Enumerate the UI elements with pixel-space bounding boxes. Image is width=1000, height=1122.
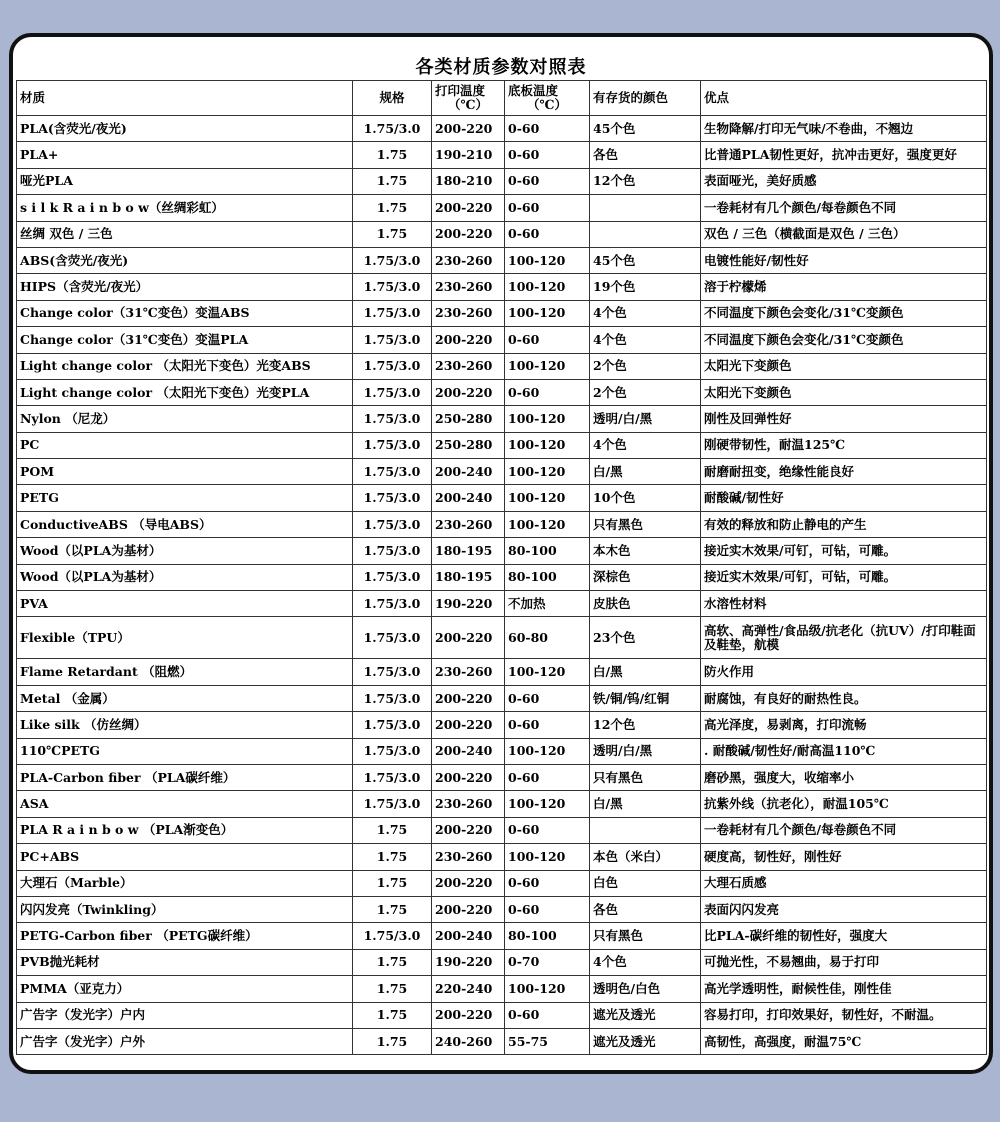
cell-colors: 白/黑 [590,659,701,685]
cell-spec: 1.75/3.0 [353,617,432,659]
cell-spec: 1.75/3.0 [353,712,432,738]
cell-spec: 1.75/3.0 [353,538,432,564]
cell-spec: 1.75/3.0 [353,659,432,685]
table-row [17,221,987,247]
table-row [17,896,987,922]
cell-colors: 本木色 [590,538,701,564]
cell-material: POM [17,459,353,485]
cell-advantages: 不同温度下颜色会变化/31℃变颜色 [701,327,987,353]
cell-material: 110℃PETG [17,738,353,764]
cell-spec: 1.75/3.0 [353,327,432,353]
table-row [17,1002,987,1028]
cell-advantages: 容易打印，打印效果好，韧性好，不耐温。 [701,1002,987,1028]
cell-material: Light change color （太阳光下变色）光变PLA [17,379,353,405]
cell-spec: 1.75/3.0 [353,738,432,764]
cell-advantages: 比普通PLA韧性更好，抗冲击更好，强度更好 [701,142,987,168]
cell-advantages: 刚性及回弹性好 [701,406,987,432]
header-print-temp-unit: （℃） [448,97,488,112]
table-row [17,538,987,564]
table-row [17,817,987,843]
header-colors: 有存货的颜色 [590,81,701,116]
cell-print-temp: 200-220 [432,896,505,922]
cell-material: PETG-Carbon fiber （PETG碳纤维） [17,923,353,949]
cell-spec: 1.75/3.0 [353,116,432,142]
material-parameter-table [16,80,987,1055]
cell-spec: 1.75/3.0 [353,247,432,273]
cell-bed-temp: 100-120 [505,791,590,817]
header-spec: 规格 [353,81,432,116]
table-row [17,712,987,738]
cell-bed-temp: 0-60 [505,896,590,922]
cell-bed-temp: 0-60 [505,712,590,738]
cell-colors: 皮肤色 [590,591,701,617]
cell-colors: 4个色 [590,327,701,353]
header-bed-temp [505,81,590,116]
cell-material: PVB抛光耗材 [17,949,353,975]
cell-bed-temp: 0-60 [505,142,590,168]
cell-spec: 1.75 [353,817,432,843]
cell-print-temp: 180-195 [432,538,505,564]
cell-print-temp: 200-240 [432,459,505,485]
document-card [9,33,993,1074]
cell-advantages: 耐磨耐扭变，绝缘性能良好 [701,459,987,485]
cell-print-temp: 230-260 [432,247,505,273]
cell-colors: 白/黑 [590,791,701,817]
cell-colors: 只有黑色 [590,511,701,537]
cell-print-temp: 190-210 [432,142,505,168]
cell-advantages: 接近实木效果/可钉，可钻，可雕。 [701,564,987,590]
cell-colors: 遮光及透光 [590,1002,701,1028]
cell-material: PLA+ [17,142,353,168]
cell-colors: 白/黑 [590,459,701,485]
cell-colors: 45个色 [590,116,701,142]
cell-advantages: 防火作用 [701,659,987,685]
cell-colors: 各色 [590,896,701,922]
cell-material: PC [17,432,353,458]
cell-colors: 透明/白/黑 [590,406,701,432]
cell-spec: 1.75 [353,195,432,221]
cell-colors: 12个色 [590,168,701,194]
cell-material: HIPS（含荧光/夜光） [17,274,353,300]
table-row [17,406,987,432]
cell-colors: 只有黑色 [590,764,701,790]
table-row [17,327,987,353]
cell-bed-temp: 100-120 [505,353,590,379]
cell-bed-temp: 100-120 [505,738,590,764]
header-bed-temp-unit: （℃） [527,97,567,112]
cell-bed-temp: 80-100 [505,564,590,590]
cell-bed-temp: 100-120 [505,459,590,485]
cell-print-temp: 240-260 [432,1028,505,1054]
cell-material: Wood（以PLA为基材） [17,538,353,564]
header-bed-temp-label: 底板温度 [508,83,559,98]
table-title: 各类材质参数对照表 [415,57,587,78]
cell-advantages: . 耐酸碱/韧性好/耐高温110℃ [701,738,987,764]
table-row [17,949,987,975]
cell-spec: 1.75 [353,896,432,922]
table-row [17,685,987,711]
cell-colors: 铁/铜/钨/红铜 [590,685,701,711]
cell-colors: 19个色 [590,274,701,300]
cell-advantages: 刚硬带韧性，耐温125℃ [701,432,987,458]
cell-material: PLA-Carbon fiber （PLA碳纤维） [17,764,353,790]
cell-advantages: 太阳光下变颜色 [701,379,987,405]
cell-print-temp: 250-280 [432,432,505,458]
cell-print-temp: 200-220 [432,327,505,353]
cell-colors: 透明/白/黑 [590,738,701,764]
cell-print-temp: 200-220 [432,817,505,843]
cell-print-temp: 200-240 [432,738,505,764]
cell-print-temp: 230-260 [432,844,505,870]
cell-spec: 1.75 [353,844,432,870]
cell-advantages: 比PLA-碳纤维的韧性好，强度大 [701,923,987,949]
table-row [17,1028,987,1054]
cell-spec: 1.75/3.0 [353,564,432,590]
cell-print-temp: 200-220 [432,221,505,247]
cell-spec: 1.75 [353,1002,432,1028]
cell-advantages: 双色 / 三色（横截面是双色 / 三色） [701,221,987,247]
cell-material: Change color（31℃变色）变温ABS [17,300,353,326]
cell-bed-temp: 100-120 [505,432,590,458]
cell-advantages: 太阳光下变颜色 [701,353,987,379]
cell-advantages: 溶于柠檬烯 [701,274,987,300]
cell-colors: 2个色 [590,379,701,405]
cell-colors [590,195,701,221]
cell-colors: 白色 [590,870,701,896]
table-row [17,168,987,194]
cell-bed-temp: 0-60 [505,870,590,896]
table-row [17,432,987,458]
cell-material: 大理石（Marble） [17,870,353,896]
cell-print-temp: 200-220 [432,764,505,790]
cell-print-temp: 230-260 [432,659,505,685]
cell-colors: 23个色 [590,617,701,659]
table-row [17,659,987,685]
cell-bed-temp: 100-120 [505,659,590,685]
cell-advantages: 耐酸碱/韧性好 [701,485,987,511]
cell-material: PC+ABS [17,844,353,870]
header-print-temp [432,81,505,116]
cell-bed-temp: 不加热 [505,591,590,617]
cell-bed-temp: 0-60 [505,116,590,142]
cell-bed-temp: 0-60 [505,195,590,221]
cell-bed-temp: 60-80 [505,617,590,659]
cell-colors: 遮光及透光 [590,1028,701,1054]
cell-spec: 1.75/3.0 [353,764,432,790]
cell-bed-temp: 0-60 [505,327,590,353]
cell-spec: 1.75/3.0 [353,353,432,379]
cell-bed-temp: 0-60 [505,685,590,711]
cell-material: Nylon （尼龙） [17,406,353,432]
table-row [17,870,987,896]
table-row [17,617,987,659]
cell-spec: 1.75 [353,976,432,1002]
cell-spec: 1.75/3.0 [353,923,432,949]
cell-material: Flame Retardant （阻燃） [17,659,353,685]
cell-spec: 1.75 [353,221,432,247]
cell-print-temp: 200-220 [432,712,505,738]
cell-bed-temp: 0-60 [505,221,590,247]
cell-bed-temp: 80-100 [505,538,590,564]
cell-advantages: 高光泽度，易剥离，打印流畅 [701,712,987,738]
cell-colors: 45个色 [590,247,701,273]
table-row [17,764,987,790]
cell-material: 闪闪发亮（Twinkling） [17,896,353,922]
cell-colors: 4个色 [590,300,701,326]
cell-material: Flexible（TPU） [17,617,353,659]
cell-print-temp: 190-220 [432,591,505,617]
cell-colors: 4个色 [590,949,701,975]
cell-print-temp: 180-210 [432,168,505,194]
table-row [17,247,987,273]
cell-bed-temp: 0-60 [505,1002,590,1028]
table-row [17,591,987,617]
header-material: 材质 [17,81,353,116]
cell-material: s i l k R a i n b o w（丝绸彩虹） [17,195,353,221]
cell-material: Light change color （太阳光下变色）光变ABS [17,353,353,379]
table-row [17,142,987,168]
cell-print-temp: 190-220 [432,949,505,975]
cell-colors: 各色 [590,142,701,168]
cell-material: Metal （金属） [17,685,353,711]
cell-colors: 透明色/白色 [590,976,701,1002]
cell-advantages: 硬度高，韧性好，刚性好 [701,844,987,870]
cell-advantages: 高韧性，高强度，耐温75℃ [701,1028,987,1054]
cell-print-temp: 230-260 [432,353,505,379]
cell-colors: 只有黑色 [590,923,701,949]
cell-print-temp: 180-195 [432,564,505,590]
cell-spec: 1.75 [353,142,432,168]
cell-material: ABS(含荧光/夜光) [17,247,353,273]
cell-spec: 1.75/3.0 [353,485,432,511]
cell-advantages: 耐腐蚀，有良好的耐热性良。 [701,685,987,711]
table-row [17,791,987,817]
cell-colors: 10个色 [590,485,701,511]
cell-advantages: 生物降解/打印无气味/不卷曲，不翘边 [701,116,987,142]
cell-material: 丝绸 双色 / 三色 [17,221,353,247]
table-row [17,459,987,485]
header-advantages: 优点 [701,81,987,116]
cell-print-temp: 230-260 [432,300,505,326]
cell-bed-temp: 0-60 [505,764,590,790]
cell-advantages: 一卷耗材有几个颜色/每卷颜色不同 [701,195,987,221]
table-row [17,195,987,221]
header-row [17,81,987,116]
cell-spec: 1.75/3.0 [353,459,432,485]
cell-spec: 1.75/3.0 [353,274,432,300]
cell-bed-temp: 100-120 [505,485,590,511]
cell-material: PETG [17,485,353,511]
cell-advantages: 不同温度下颜色会变化/31℃变颜色 [701,300,987,326]
cell-advantages: 有效的释放和防止静电的产生 [701,511,987,537]
cell-print-temp: 200-220 [432,1002,505,1028]
cell-advantages: 一卷耗材有几个颜色/每卷颜色不同 [701,817,987,843]
cell-print-temp: 230-260 [432,274,505,300]
table-row [17,379,987,405]
cell-advantages: 水溶性材料 [701,591,987,617]
cell-print-temp: 200-220 [432,870,505,896]
cell-bed-temp: 0-60 [505,168,590,194]
cell-print-temp: 200-220 [432,685,505,711]
table-row [17,923,987,949]
table-body [17,116,987,1055]
cell-material: 广告字（发光字）户外 [17,1028,353,1054]
table-row [17,116,987,142]
cell-print-temp: 200-220 [432,379,505,405]
cell-advantages: 接近实木效果/可钉，可钻，可雕。 [701,538,987,564]
cell-bed-temp: 80-100 [505,923,590,949]
cell-advantages: 磨砂黑，强度大，收缩率小 [701,764,987,790]
cell-material: Change color（31℃变色）变温PLA [17,327,353,353]
table-row [17,844,987,870]
cell-bed-temp: 55-75 [505,1028,590,1054]
cell-spec: 1.75/3.0 [353,432,432,458]
cell-advantages: 高光学透明性，耐候性佳，刚性佳 [701,976,987,1002]
cell-material: 哑光PLA [17,168,353,194]
table-row [17,564,987,590]
cell-material: PMMA（亚克力） [17,976,353,1002]
cell-bed-temp: 100-120 [505,511,590,537]
cell-material: 广告字（发光字）户内 [17,1002,353,1028]
cell-bed-temp: 100-120 [505,247,590,273]
cell-print-temp: 230-260 [432,511,505,537]
cell-advantages: 大理石质感 [701,870,987,896]
cell-spec: 1.75 [353,168,432,194]
table-row [17,738,987,764]
cell-bed-temp: 100-120 [505,406,590,432]
cell-spec: 1.75/3.0 [353,379,432,405]
cell-material: ASA [17,791,353,817]
cell-bed-temp: 100-120 [505,300,590,326]
cell-advantages: 可抛光性，不易翘曲，易于打印 [701,949,987,975]
table-row [17,485,987,511]
cell-advantages: 表面哑光，美好质感 [701,168,987,194]
cell-colors: 12个色 [590,712,701,738]
cell-advantages: 高软、高弹性/食品级/抗老化（抗UV）/打印鞋面及鞋垫，航模 [701,617,987,659]
header-print-temp-label: 打印温度 [435,83,486,98]
cell-print-temp: 250-280 [432,406,505,432]
cell-material: PVA [17,591,353,617]
table-row [17,976,987,1002]
cell-material: ConductiveABS （导电ABS） [17,511,353,537]
cell-colors [590,817,701,843]
cell-spec: 1.75 [353,949,432,975]
cell-colors: 4个色 [590,432,701,458]
cell-spec: 1.75/3.0 [353,791,432,817]
cell-spec: 1.75/3.0 [353,591,432,617]
cell-spec: 1.75 [353,870,432,896]
cell-material: Wood（以PLA为基材） [17,564,353,590]
cell-spec: 1.75/3.0 [353,685,432,711]
cell-print-temp: 200-240 [432,485,505,511]
cell-bed-temp: 100-120 [505,274,590,300]
cell-print-temp: 200-220 [432,617,505,659]
cell-bed-temp: 100-120 [505,844,590,870]
table-row [17,353,987,379]
cell-spec: 1.75 [353,1028,432,1054]
cell-print-temp: 200-220 [432,195,505,221]
cell-print-temp: 200-220 [432,116,505,142]
cell-bed-temp: 0-60 [505,817,590,843]
cell-colors: 本色（米白） [590,844,701,870]
table-row [17,511,987,537]
cell-print-temp: 230-260 [432,791,505,817]
cell-bed-temp: 0-70 [505,949,590,975]
cell-bed-temp: 0-60 [505,379,590,405]
cell-material: Like silk （仿丝绸） [17,712,353,738]
cell-print-temp: 220-240 [432,976,505,1002]
cell-advantages: 电镀性能好/韧性好 [701,247,987,273]
cell-spec: 1.75/3.0 [353,406,432,432]
cell-colors [590,221,701,247]
cell-print-temp: 200-240 [432,923,505,949]
cell-bed-temp: 100-120 [505,976,590,1002]
cell-spec: 1.75/3.0 [353,300,432,326]
cell-spec: 1.75/3.0 [353,511,432,537]
cell-material: PLA R a i n b o w （PLA渐变色） [17,817,353,843]
cell-material: PLA(含荧光/夜光) [17,116,353,142]
table-row [17,274,987,300]
cell-colors: 2个色 [590,353,701,379]
cell-advantages: 表面闪闪发亮 [701,896,987,922]
table-row [17,300,987,326]
cell-advantages: 抗紫外线（抗老化），耐温105℃ [701,791,987,817]
cell-colors: 深棕色 [590,564,701,590]
